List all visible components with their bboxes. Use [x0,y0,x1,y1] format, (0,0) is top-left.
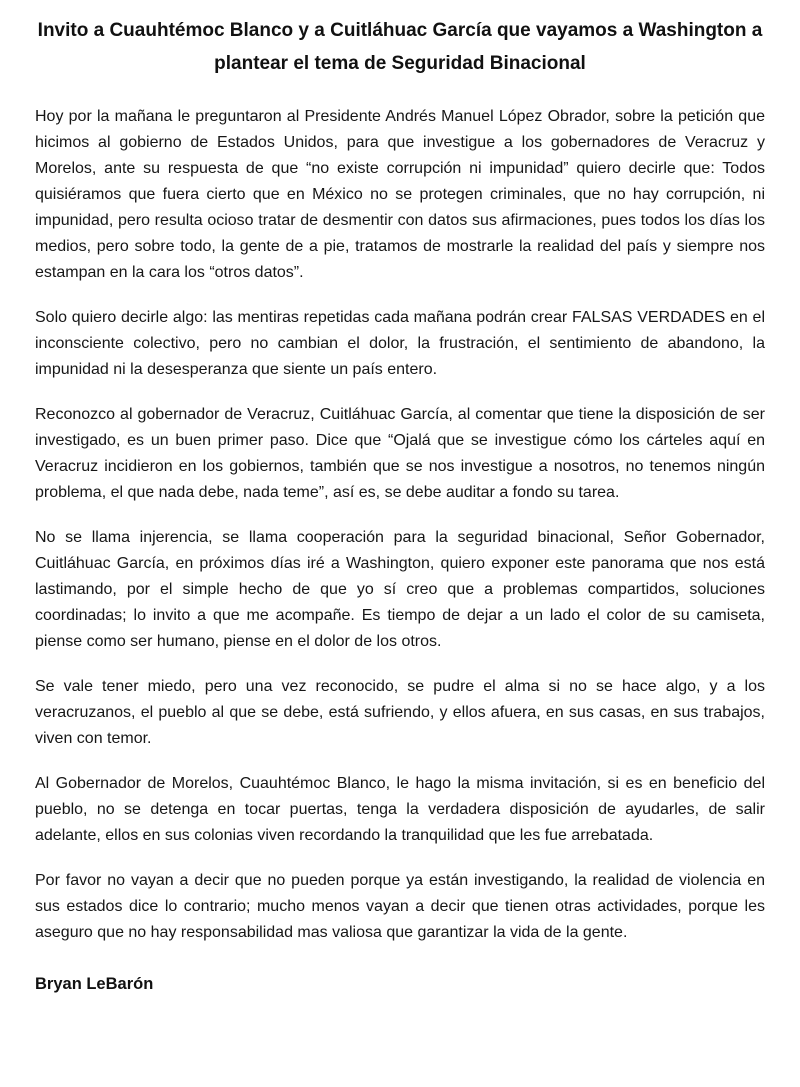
paragraph-por-favor-no-vayan: Por favor no vayan a decir que no pueden porque ya están investigando, la realidad de violencia en sus estados dice lo contrario; mucho menos vayan a decir que tienen otras actividades, porque les aseguro que no hay responsabilidad mas valiosa que garantizar la vida de la gente. [35,872,765,941]
paragraph-intro-amlo: Hoy por la mañana le preguntaron al Presidente Andrés Manuel López Obrador, sobre la petición que hicimos al gobierno de Estados Unidos, para que investigue a los gobernadores de Veracruz y Morelos, ante su respuesta de que “no existe corrupción ni impunidad” quiero decirle que: Todos quisiéramos que fuera cierto que en México no se protegen criminales, que no hay corrupción, ni impunidad, pero resulta ocioso tratar de desmentir con datos sus afirmaciones, pues todos los días los medios, pero sobre todo, la gente de a pie, tratamos de mostrarle la realidad del país y siempre nos estampan en la cara los “otros datos”. [35,108,765,281]
paragraph-se-vale-tener-miedo: Se vale tener miedo, pero una vez reconocido, se pudre el alma si no se hace algo, y a los veracruzanos, el pueblo al que se debe, está sufriendo, y ellos afuera, en sus casas, en sus trabajos, viven con temor. [35,678,765,747]
document-title: Invito a Cuauhtémoc Blanco y a Cuitláhuac García que vayamos a Washington a plantear el tema de Seguridad Binacional [37,20,763,74]
paragraph-cooperacion-binacional: No se llama injerencia, se llama cooperación para la seguridad binacional, Señor Gobernador, Cuitláhuac García, en próximos días iré a Washington, quiero exponer este panorama que nos está lastimando, por el simple hecho de que yo sí creo que a problemas compartidos, soluciones coordinadas; lo invito a que me acompañe. Es tiempo de dejar a un lado el color de su camiseta, piense como ser humano, piense en el dolor de los otros. [35,529,765,650]
signature: Bryan LeBarón [35,975,154,993]
paragraph-invitacion-morelos: Al Gobernador de Morelos, Cuauhtémoc Blanco, le hago la misma invitación, si es en beneficio del pueblo, no se detenga en tocar puertas, tenga la verdadera disposición de ayudarles, de salir adelante, ellos en sus colonias viven recordando la tranquilidad que les fue arrebatada. [35,775,765,844]
paragraph-reconozco-veracruz: Reconozco al gobernador de Veracruz, Cuitláhuac García, al comentar que tiene la disposición de ser investigado, es un buen primer paso. Dice que “Ojalá que se investigue cómo los cárteles aquí en Veracruz incidieron en los gobiernos, también que se nos investigue a nosotros, no tenemos ningún problema, el que nada debe, nada teme”, así es, se debe auditar a fondo su tarea. [35,406,765,501]
paragraph-falsas-verdades: Solo quiero decirle algo: las mentiras repetidas cada mañana podrán crear FALSAS VERDADES en el inconsciente colectivo, pero no cambian el dolor, la frustración, el sentimiento de abandono, la impunidad ni la desesperanza que siente un país entero. [35,309,765,378]
